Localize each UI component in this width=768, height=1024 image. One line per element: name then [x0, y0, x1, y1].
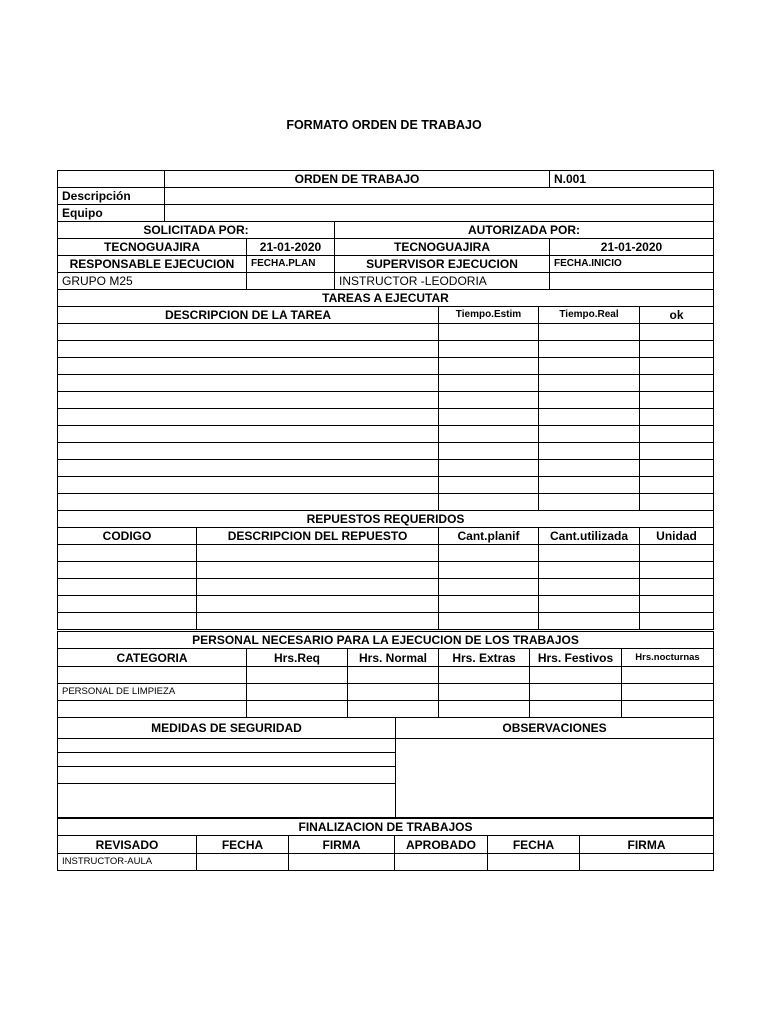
task-cell[interactable] [640, 375, 714, 392]
table-row [58, 667, 714, 684]
part-cell[interactable] [58, 545, 197, 562]
repuestos-rows [58, 545, 714, 630]
equipo-label: Equipo [58, 205, 165, 222]
header-blank-cell [58, 171, 165, 188]
personal-header-hrs-normal: Hrs. Normal [348, 649, 439, 667]
personal-cell[interactable] [58, 667, 247, 684]
medidas-seguridad-label: MEDIDAS DE SEGURIDAD [58, 718, 395, 739]
table-row [58, 613, 714, 630]
part-cell[interactable] [640, 596, 714, 613]
tareas-header-descripcion: DESCRIPCION DE LA TAREA [58, 307, 439, 324]
document-title: FORMATO ORDEN DE TRABAJO [286, 118, 482, 132]
task-cell[interactable] [58, 358, 439, 375]
task-cell[interactable] [539, 460, 640, 477]
part-cell[interactable] [640, 562, 714, 579]
order-number: N.001 [550, 171, 714, 188]
tareas-header-tiempo-real: Tiempo.Real [539, 307, 640, 324]
tareas-rows [58, 324, 714, 511]
personal-cell[interactable] [530, 684, 622, 701]
task-cell[interactable] [58, 443, 439, 460]
finalizacion-header-fecha-2: FECHA [488, 836, 580, 854]
table-row [58, 494, 714, 511]
task-cell[interactable] [439, 341, 539, 358]
task-cell[interactable] [58, 460, 439, 477]
equipo-value[interactable] [165, 205, 714, 222]
personal-cell[interactable] [530, 667, 622, 684]
fecha-plan-value[interactable] [247, 273, 335, 290]
tareas-header-tiempo-estim: Tiempo.Estim [439, 307, 539, 324]
task-cell[interactable] [539, 324, 640, 341]
table-row [58, 854, 714, 871]
part-cell[interactable] [539, 613, 640, 630]
personal-header-categoria: CATEGORIA [58, 649, 247, 667]
table-row [58, 341, 714, 358]
table-row [58, 701, 714, 718]
personal-cell[interactable] [439, 667, 530, 684]
task-cell[interactable] [539, 409, 640, 426]
medidas-line[interactable] [58, 784, 395, 804]
personal-header-hrs-extras: Hrs. Extras [439, 649, 530, 667]
descripcion-value[interactable] [165, 188, 714, 205]
descripcion-label: Descripción [58, 188, 165, 205]
medidas-seguridad-section [58, 718, 396, 819]
task-cell[interactable] [640, 341, 714, 358]
finalizacion-cell[interactable] [197, 854, 289, 871]
seguridad-table [57, 717, 714, 819]
finalizacion-header-fecha: FECHA [197, 836, 289, 854]
task-cell[interactable] [640, 494, 714, 511]
task-cell[interactable] [640, 324, 714, 341]
table-row [58, 545, 714, 562]
order-label: ORDEN DE TRABAJO [165, 171, 550, 188]
table-row [58, 426, 714, 443]
table-row [58, 324, 714, 341]
part-cell[interactable] [640, 613, 714, 630]
part-cell[interactable] [640, 545, 714, 562]
task-cell[interactable] [439, 324, 539, 341]
task-cell[interactable] [539, 392, 640, 409]
fecha-solicitud-value: 21-01-2020 [247, 239, 335, 256]
part-cell[interactable] [539, 545, 640, 562]
task-cell[interactable] [439, 477, 539, 494]
task-cell[interactable] [439, 494, 539, 511]
part-cell[interactable] [539, 579, 640, 596]
observaciones-label: OBSERVACIONES [502, 721, 607, 735]
task-cell[interactable] [439, 443, 539, 460]
autorizada-por-label: AUTORIZADA POR: [335, 222, 714, 239]
task-cell[interactable] [439, 409, 539, 426]
task-cell[interactable] [58, 375, 439, 392]
observaciones-section [396, 718, 714, 819]
finalizacion-table [57, 817, 714, 871]
personal-cell[interactable] [247, 701, 348, 718]
personal-cell[interactable] [348, 684, 439, 701]
table-row [58, 460, 714, 477]
personal-cell[interactable] [58, 701, 247, 718]
tareas-header-ok: ok [640, 307, 714, 324]
finalizacion-header-revisado: REVISADO [58, 836, 197, 854]
instructor-aula-label: INSTRUCTOR-AULA [58, 854, 197, 871]
personal-cell[interactable] [622, 667, 714, 684]
medidas-line[interactable] [58, 753, 395, 767]
task-cell[interactable] [640, 392, 714, 409]
personal-header-hrs-festivos: Hrs. Festivos [530, 649, 622, 667]
table-row [58, 579, 714, 596]
fecha-inicio-value[interactable] [550, 273, 714, 290]
table-row [58, 392, 714, 409]
personal-title: PERSONAL NECESARIO PARA LA EJECUCION DE LOS TRABAJOS [58, 632, 714, 649]
part-cell[interactable] [640, 579, 714, 596]
part-cell[interactable] [439, 596, 539, 613]
part-cell[interactable] [439, 579, 539, 596]
task-cell[interactable] [58, 392, 439, 409]
fecha-inicio-label: FECHA.INICIO [550, 256, 714, 273]
task-cell[interactable] [539, 443, 640, 460]
task-cell[interactable] [439, 375, 539, 392]
personal-table [57, 631, 714, 718]
repuestos-table [57, 510, 714, 630]
tareas-title: TAREAS A EJECUTAR [58, 290, 714, 307]
table-row [58, 409, 714, 426]
task-cell[interactable] [58, 324, 439, 341]
task-cell[interactable] [539, 358, 640, 375]
task-cell[interactable] [439, 426, 539, 443]
task-cell[interactable] [640, 409, 714, 426]
part-cell[interactable] [197, 613, 439, 630]
personal-cell[interactable] [439, 684, 530, 701]
task-cell[interactable] [58, 426, 439, 443]
fecha-autorizacion-value: 21-01-2020 [550, 239, 714, 256]
task-cell[interactable] [58, 409, 439, 426]
fecha-plan-label: FECHA.PLAN [247, 256, 335, 273]
task-cell[interactable] [439, 358, 539, 375]
part-cell[interactable] [197, 562, 439, 579]
solicitada-por-label: SOLICITADA POR: [58, 222, 335, 239]
finalizacion-cell[interactable] [289, 854, 395, 871]
task-cell[interactable] [539, 375, 640, 392]
part-cell[interactable] [58, 562, 197, 579]
table-row [58, 684, 714, 701]
personal-cell[interactable] [348, 701, 439, 718]
table-row [58, 358, 714, 375]
finalizacion-header-firma-2: FIRMA [580, 836, 714, 854]
part-cell[interactable] [58, 596, 197, 613]
repuestos-header-descripcion: DESCRIPCION DEL REPUESTO [197, 528, 439, 545]
task-cell[interactable] [539, 426, 640, 443]
finalizacion-title: FINALIZACION DE TRABAJOS [58, 818, 714, 836]
personal-cell[interactable] [348, 667, 439, 684]
personal-cell[interactable] [622, 684, 714, 701]
personal-cell[interactable] [439, 701, 530, 718]
task-cell[interactable] [539, 341, 640, 358]
personal-header-hrs-nocturnas: Hrs.nocturnas [622, 649, 714, 667]
finalizacion-header-firma: FIRMA [289, 836, 395, 854]
autorizador-value: TECNOGUAJIRA [335, 239, 550, 256]
repuestos-title: REPUESTOS REQUERIDOS [58, 511, 714, 528]
personal-cell[interactable] [530, 701, 622, 718]
grupo-value: GRUPO M25 [58, 273, 247, 290]
medidas-line[interactable] [58, 739, 395, 753]
finalizacion-cell[interactable] [488, 854, 580, 871]
personal-limpieza-label: PERSONAL DE LIMPIEZA [58, 684, 247, 701]
task-cell[interactable] [439, 392, 539, 409]
supervisor-value: INSTRUCTOR -LEODORIA [335, 273, 550, 290]
personal-header-hrs-req: Hrs.Req [247, 649, 348, 667]
order-header-table [57, 170, 714, 290]
table-row [58, 477, 714, 494]
medidas-line[interactable] [58, 767, 395, 784]
repuestos-header-codigo: CODIGO [58, 528, 197, 545]
part-cell[interactable] [197, 545, 439, 562]
part-cell[interactable] [197, 596, 439, 613]
responsable-ejecucion-label: RESPONSABLE EJECUCION [58, 256, 247, 273]
task-cell[interactable] [640, 443, 714, 460]
task-cell[interactable] [640, 477, 714, 494]
task-cell[interactable] [439, 460, 539, 477]
task-cell[interactable] [539, 477, 640, 494]
part-cell[interactable] [439, 613, 539, 630]
task-cell[interactable] [58, 341, 439, 358]
finalizacion-cell[interactable] [395, 854, 488, 871]
table-row [58, 562, 714, 579]
repuestos-header-cant-planif: Cant.planif [439, 528, 539, 545]
table-row [58, 443, 714, 460]
task-cell[interactable] [539, 494, 640, 511]
part-cell[interactable] [58, 579, 197, 596]
tareas-table [57, 289, 714, 511]
part-cell[interactable] [439, 562, 539, 579]
finalizacion-header-aprobado: APROBADO [395, 836, 488, 854]
repuestos-header-cant-utilizada: Cant.utilizada [539, 528, 640, 545]
table-row [58, 596, 714, 613]
table-row [58, 375, 714, 392]
task-cell[interactable] [640, 426, 714, 443]
supervisor-ejecucion-label: SUPERVISOR EJECUCION [335, 256, 550, 273]
personal-cell[interactable] [622, 701, 714, 718]
observaciones-body[interactable] [396, 738, 713, 818]
part-cell[interactable] [539, 596, 640, 613]
part-cell[interactable] [439, 545, 539, 562]
task-cell[interactable] [640, 358, 714, 375]
task-cell[interactable] [58, 477, 439, 494]
part-cell[interactable] [197, 579, 439, 596]
task-cell[interactable] [58, 494, 439, 511]
finalizacion-cell[interactable] [580, 854, 714, 871]
repuestos-header-unidad: Unidad [640, 528, 714, 545]
task-cell[interactable] [640, 460, 714, 477]
part-cell[interactable] [539, 562, 640, 579]
part-cell[interactable] [58, 613, 197, 630]
solicitante-value: TECNOGUAJIRA [58, 239, 247, 256]
personal-cell[interactable] [247, 684, 348, 701]
personal-cell[interactable] [247, 667, 348, 684]
